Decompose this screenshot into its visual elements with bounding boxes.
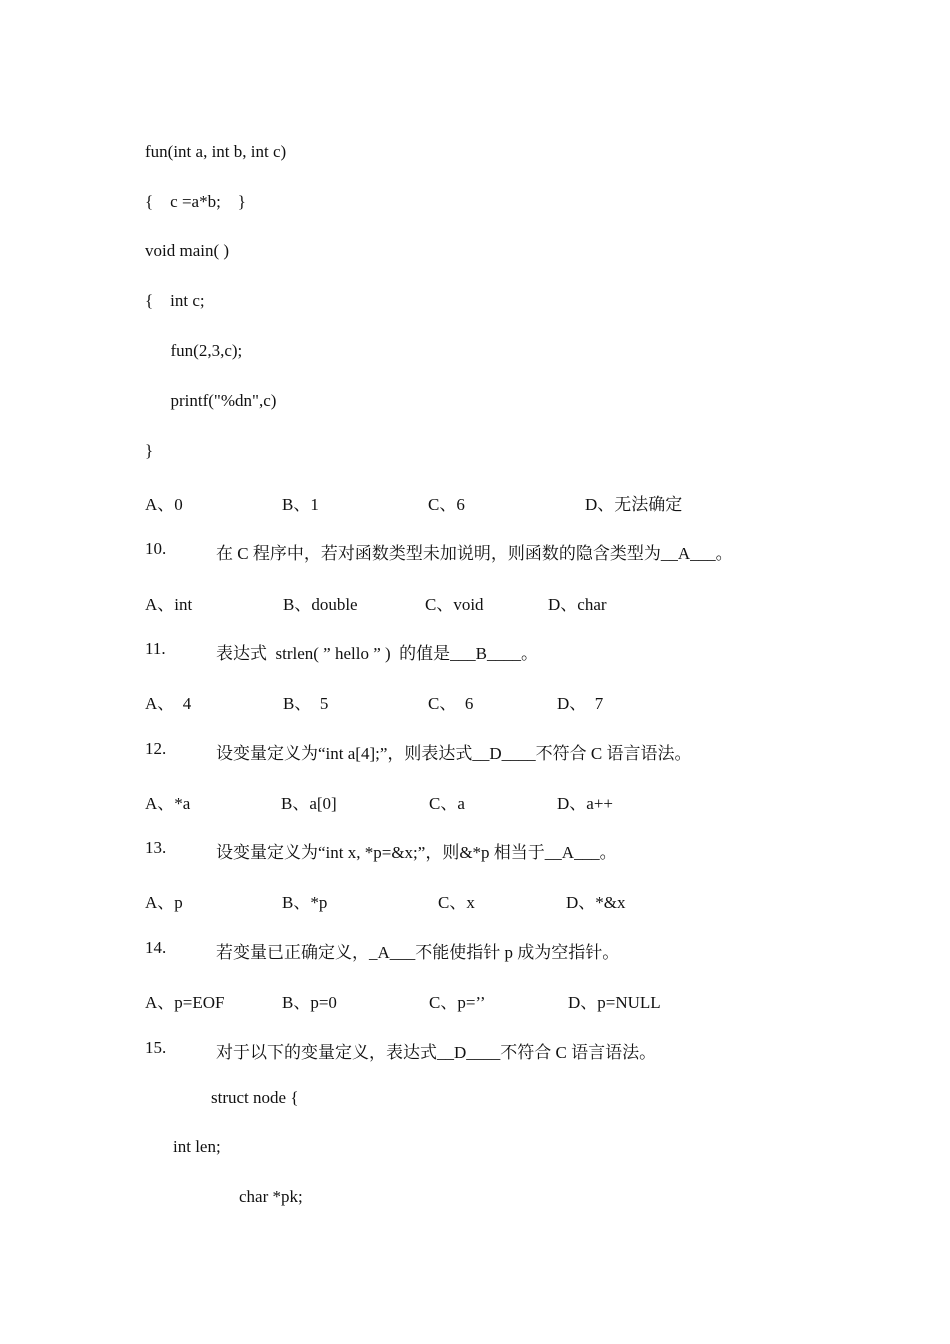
option-a: A、int — [145, 595, 193, 614]
question-number: 13. — [145, 838, 167, 857]
option-a: A、0 — [145, 495, 183, 514]
option-d: D、p=NULL — [568, 993, 661, 1012]
option-a: A、*a — [145, 794, 191, 813]
option-b: B、a[0] — [281, 794, 337, 813]
option-d: D、无法确定 — [585, 495, 683, 514]
question-text: 表达式 strlen( ” hello ” ) 的值是___B____。 — [216, 644, 539, 663]
option-b: B、double — [283, 595, 358, 614]
option-a: A、p — [145, 893, 183, 912]
code-line: fun(2,3,c); — [145, 341, 243, 360]
code-line: { c =a*b; } — [145, 192, 246, 211]
option-c: C、6 — [428, 495, 465, 514]
question-text: 在 C 程序中，若对函数类型未加说明，则函数的隐含类型为__A___。 — [216, 544, 733, 563]
option-b: B、 5 — [283, 694, 329, 713]
question-number: 14. — [145, 938, 167, 957]
code-line: struct node { — [211, 1088, 299, 1107]
code-line: char *pk; — [239, 1187, 303, 1206]
question-number: 12. — [145, 739, 167, 758]
code-line: void main( ) — [145, 241, 230, 260]
code-line: } — [145, 441, 154, 460]
code-line: printf("%dn",c) — [145, 391, 277, 410]
code-line: fun(int a, int b, int c) — [145, 142, 287, 161]
question-text: 设变量定义为“int a[4];”，则表达式__D____不符合 C 语言语法。 — [216, 744, 692, 763]
question-text: 对于以下的变量定义，表达式__D____不符合 C 语言语法。 — [216, 1043, 657, 1062]
option-d: D、a++ — [557, 794, 613, 813]
option-b: B、1 — [282, 495, 319, 514]
question-text: 设变量定义为“int x, *p=&x;”，则&*p 相当于__A___。 — [216, 843, 617, 862]
question-number: 15. — [145, 1038, 167, 1057]
question-number: 11. — [145, 639, 166, 658]
option-d: D、char — [548, 595, 607, 614]
option-c: C、a — [429, 794, 465, 813]
option-b: B、p=0 — [282, 993, 337, 1012]
question-text: 若变量已正确定义，_A___不能使指针 p 成为空指针。 — [216, 943, 620, 962]
code-line: int len; — [173, 1137, 221, 1156]
option-c: C、p=’’ — [429, 993, 486, 1012]
question-number: 10. — [145, 539, 167, 558]
option-b: B、*p — [282, 893, 328, 912]
option-c: C、x — [438, 893, 475, 912]
option-d: D、*&x — [566, 893, 626, 912]
option-c: C、void — [425, 595, 484, 614]
option-c: C、 6 — [428, 694, 474, 713]
code-line: { int c; — [145, 291, 205, 310]
option-a: A、 4 — [145, 694, 192, 713]
option-a: A、p=EOF — [145, 993, 225, 1012]
option-d: D、 7 — [557, 694, 604, 713]
